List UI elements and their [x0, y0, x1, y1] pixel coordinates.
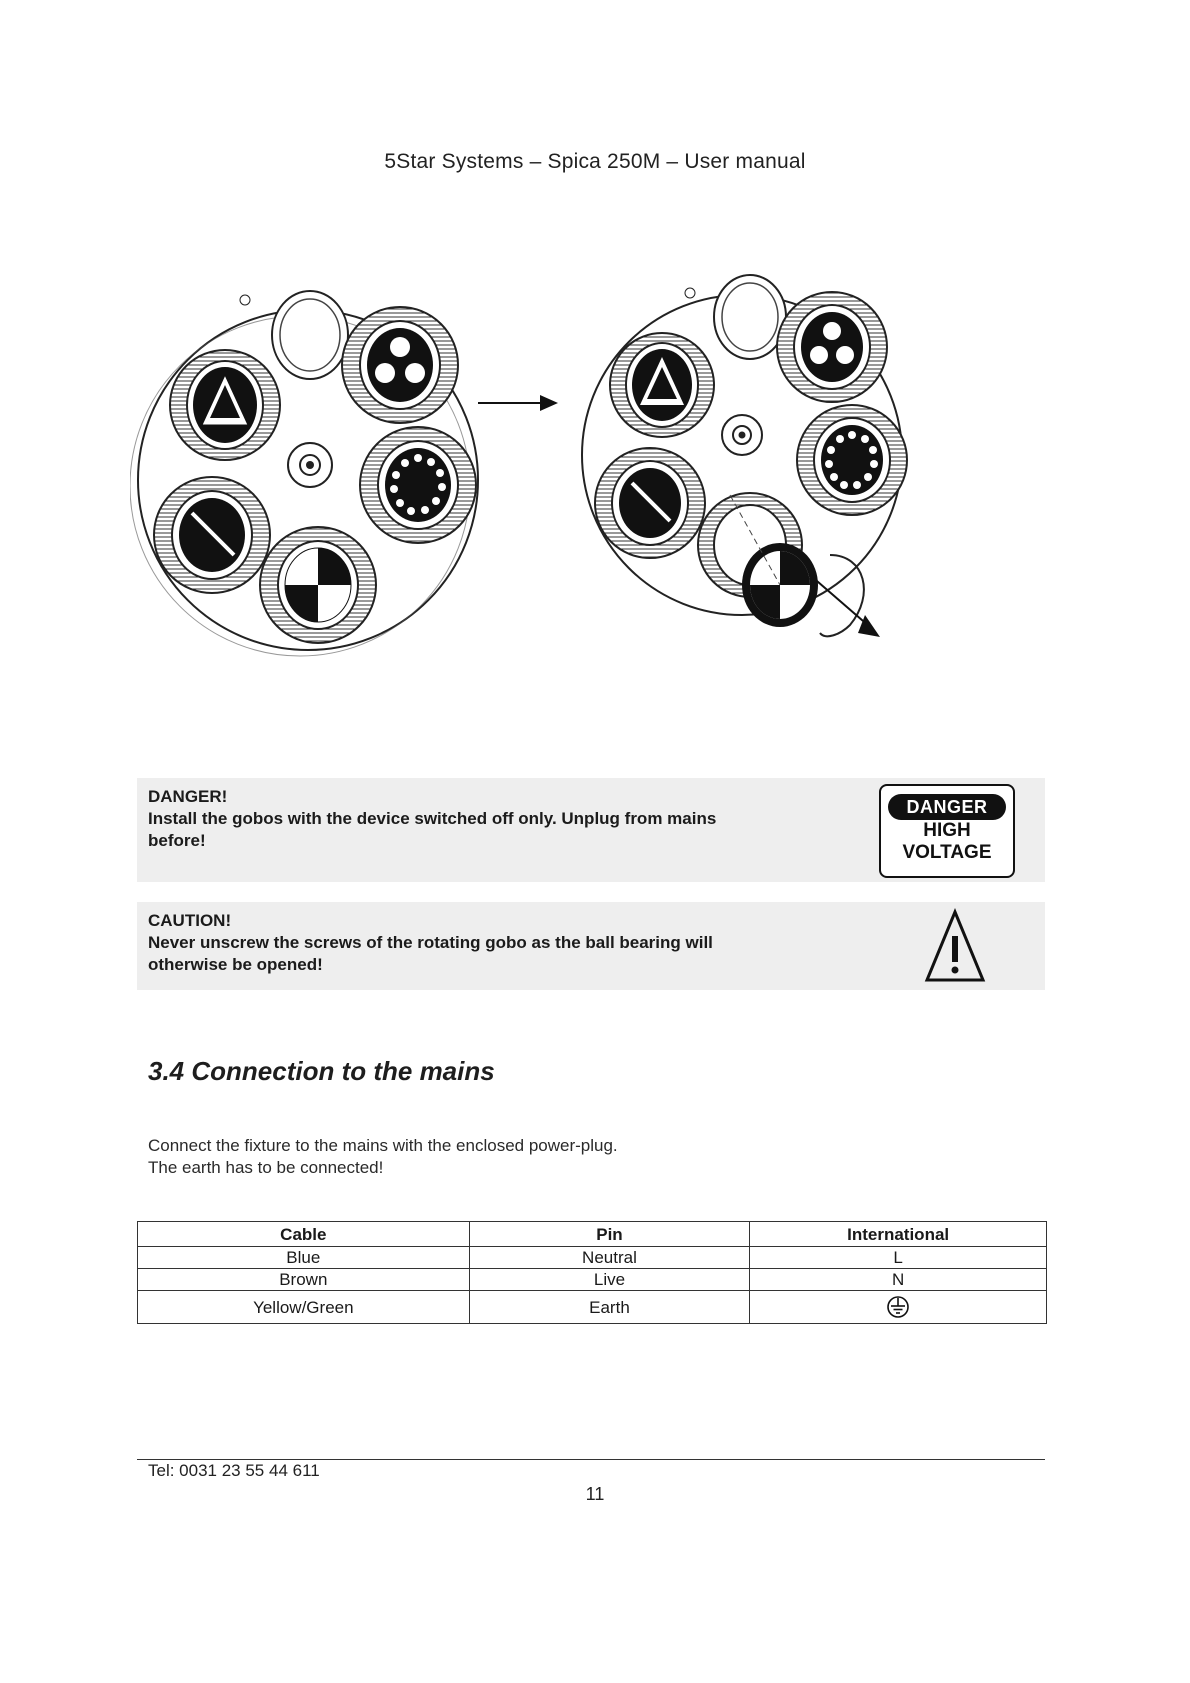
danger-line-1: Install the gobos with the device switched off only. Unplug from mains [148, 809, 717, 828]
page-header: 5Star Systems – Spica 250M – User manual [384, 150, 806, 173]
footer-telephone: Tel: 0031 23 55 44 611 [148, 1461, 320, 1480]
caution-heading: CAUTION! [148, 911, 232, 930]
caution-notice [137, 902, 1045, 990]
section-title: 3.4 Connection to the mains [148, 1056, 495, 1086]
danger-notice [137, 778, 1045, 882]
cell-international: L [750, 1247, 1047, 1269]
paragraph-line-1: Connect the fixture to the mains with the enclosed power-plug. [148, 1136, 618, 1155]
table-row [138, 1291, 1047, 1324]
cell-international: N [750, 1269, 1047, 1291]
table-header-row [138, 1222, 1047, 1247]
table-row [138, 1269, 1047, 1291]
warning-triangle-icon [923, 906, 987, 986]
cell-cable: Yellow/Green [138, 1291, 470, 1324]
paragraph-line-2: The earth has to be connected! [148, 1158, 384, 1177]
header-pin: Pin [469, 1222, 750, 1247]
table-row [138, 1247, 1047, 1269]
danger-heading: DANGER! [148, 787, 228, 806]
danger-high-voltage-sign [879, 784, 1015, 878]
page-number: 11 [585, 1484, 605, 1504]
gobo-wheel-left [130, 291, 478, 656]
gobo-wheel-figure [130, 255, 990, 715]
earth-ground-icon [886, 1295, 910, 1319]
mains-connection-table [137, 1221, 1047, 1324]
danger-sign-label: DANGER [888, 794, 1006, 820]
gobo-wheel-right [582, 275, 907, 637]
cell-international [750, 1291, 1047, 1324]
footer-divider [137, 1459, 1045, 1460]
header-cable: Cable [138, 1222, 470, 1247]
cell-pin: Neutral [469, 1247, 750, 1269]
arrow-right-icon [478, 395, 558, 411]
caution-line-1: Never unscrew the screws of the rotating gobo as the ball bearing will [148, 933, 713, 952]
cell-cable: Blue [138, 1247, 470, 1269]
danger-sign-line-1: HIGH [923, 820, 971, 841]
danger-sign-line-2: VOLTAGE [902, 842, 992, 863]
header-international: International [750, 1222, 1047, 1247]
cell-pin: Live [469, 1269, 750, 1291]
cell-pin: Earth [469, 1291, 750, 1324]
section-paragraph [148, 1135, 618, 1179]
caution-line-2: otherwise be opened! [148, 955, 323, 974]
cell-cable: Brown [138, 1269, 470, 1291]
danger-line-2: before! [148, 831, 206, 850]
